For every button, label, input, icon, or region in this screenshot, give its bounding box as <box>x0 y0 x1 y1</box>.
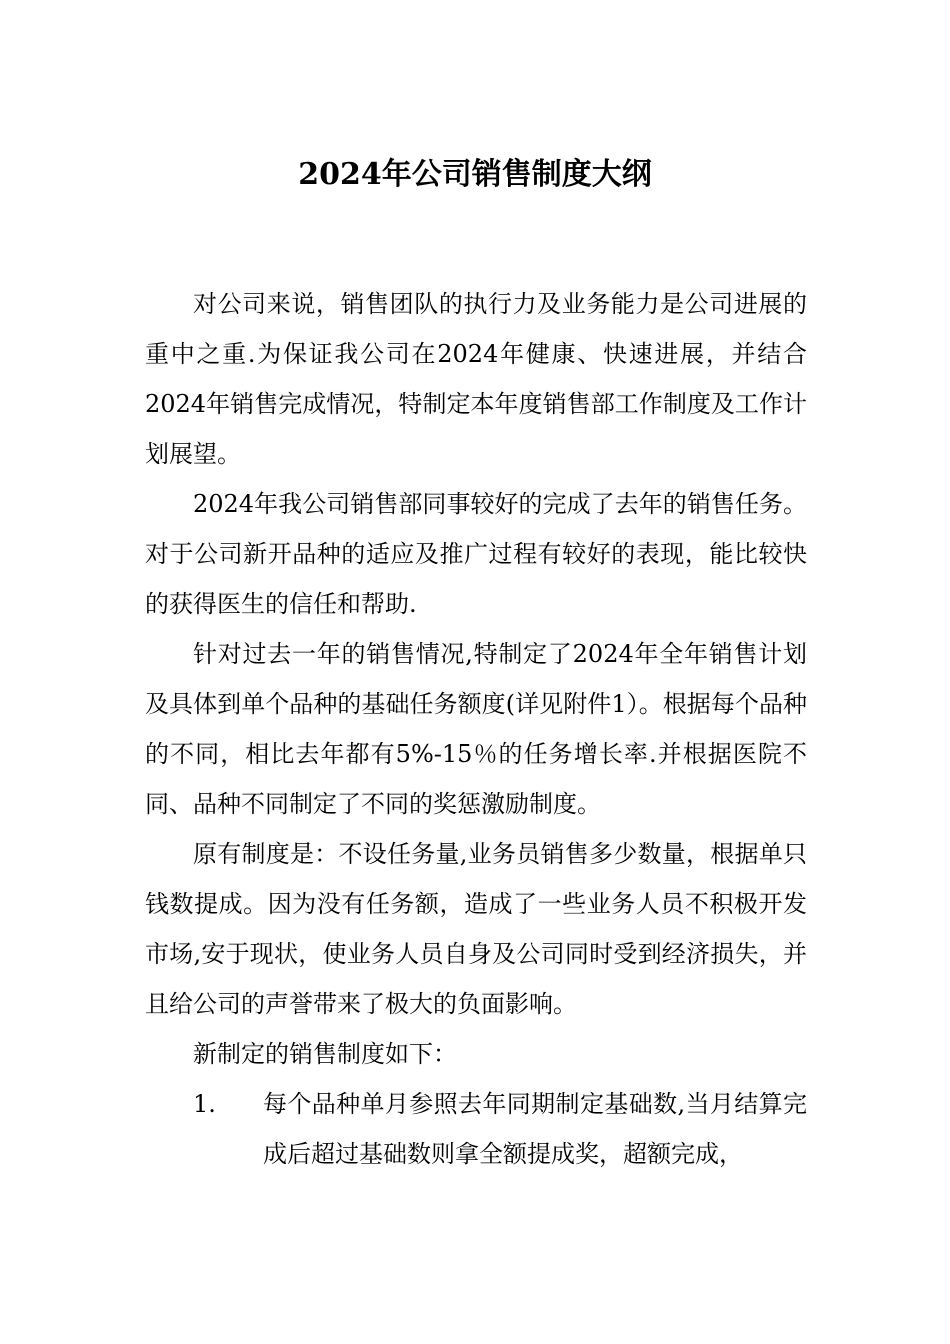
document-title: 2024年公司销售制度大纲 <box>298 157 652 192</box>
paragraph-new-system-intro: 新制定的销售制度如下： <box>193 1040 457 1068</box>
list-item-text: 每个品种单月参照去年同期制定基础数,当月结算完成后超过基础数则拿全额提成奖，超额完成， <box>263 1090 807 1168</box>
paragraph-last-year-summary: 2024年我公司销售部同事较好的完成了去年的销售任务。对于公司新开品种的适应及推广过程有较好的表现，能比较快的获得医生的信任和帮助. <box>145 490 807 618</box>
document-body <box>145 279 807 1179</box>
paragraph-intro: 对公司来说，销售团队的执行力及业务能力是公司进展的重中之重.为保证我公司在2024年健康、快速进展，并结合2024年销售完成情况，特制定本年度销售部工作制度及工作计划展望。 <box>145 290 807 468</box>
paragraph-old-system: 原有制度是：不设任务量,业务员销售多少数量，根据单只钱数提成。因为没有任务额，造成了一些业务人员不积极开发市场,安于现状，使业务人员自身及公司同时受到经济损失，并且给公司的声誉带来了极大的负面影响。 <box>145 840 807 1018</box>
paragraph-sales-plan: 针对过去一年的销售情况,特制定了2024年全年销售计划及具体到单个品种的基础任务额度(详见附件1）。根据每个品种的不同，相比去年都有5%-15％的任务增长率.并根据医院不同、品种不同制定了不同的奖惩激励制度。 <box>145 640 807 818</box>
list-item-number: 1. <box>193 1090 216 1118</box>
list-item <box>145 1079 807 1179</box>
